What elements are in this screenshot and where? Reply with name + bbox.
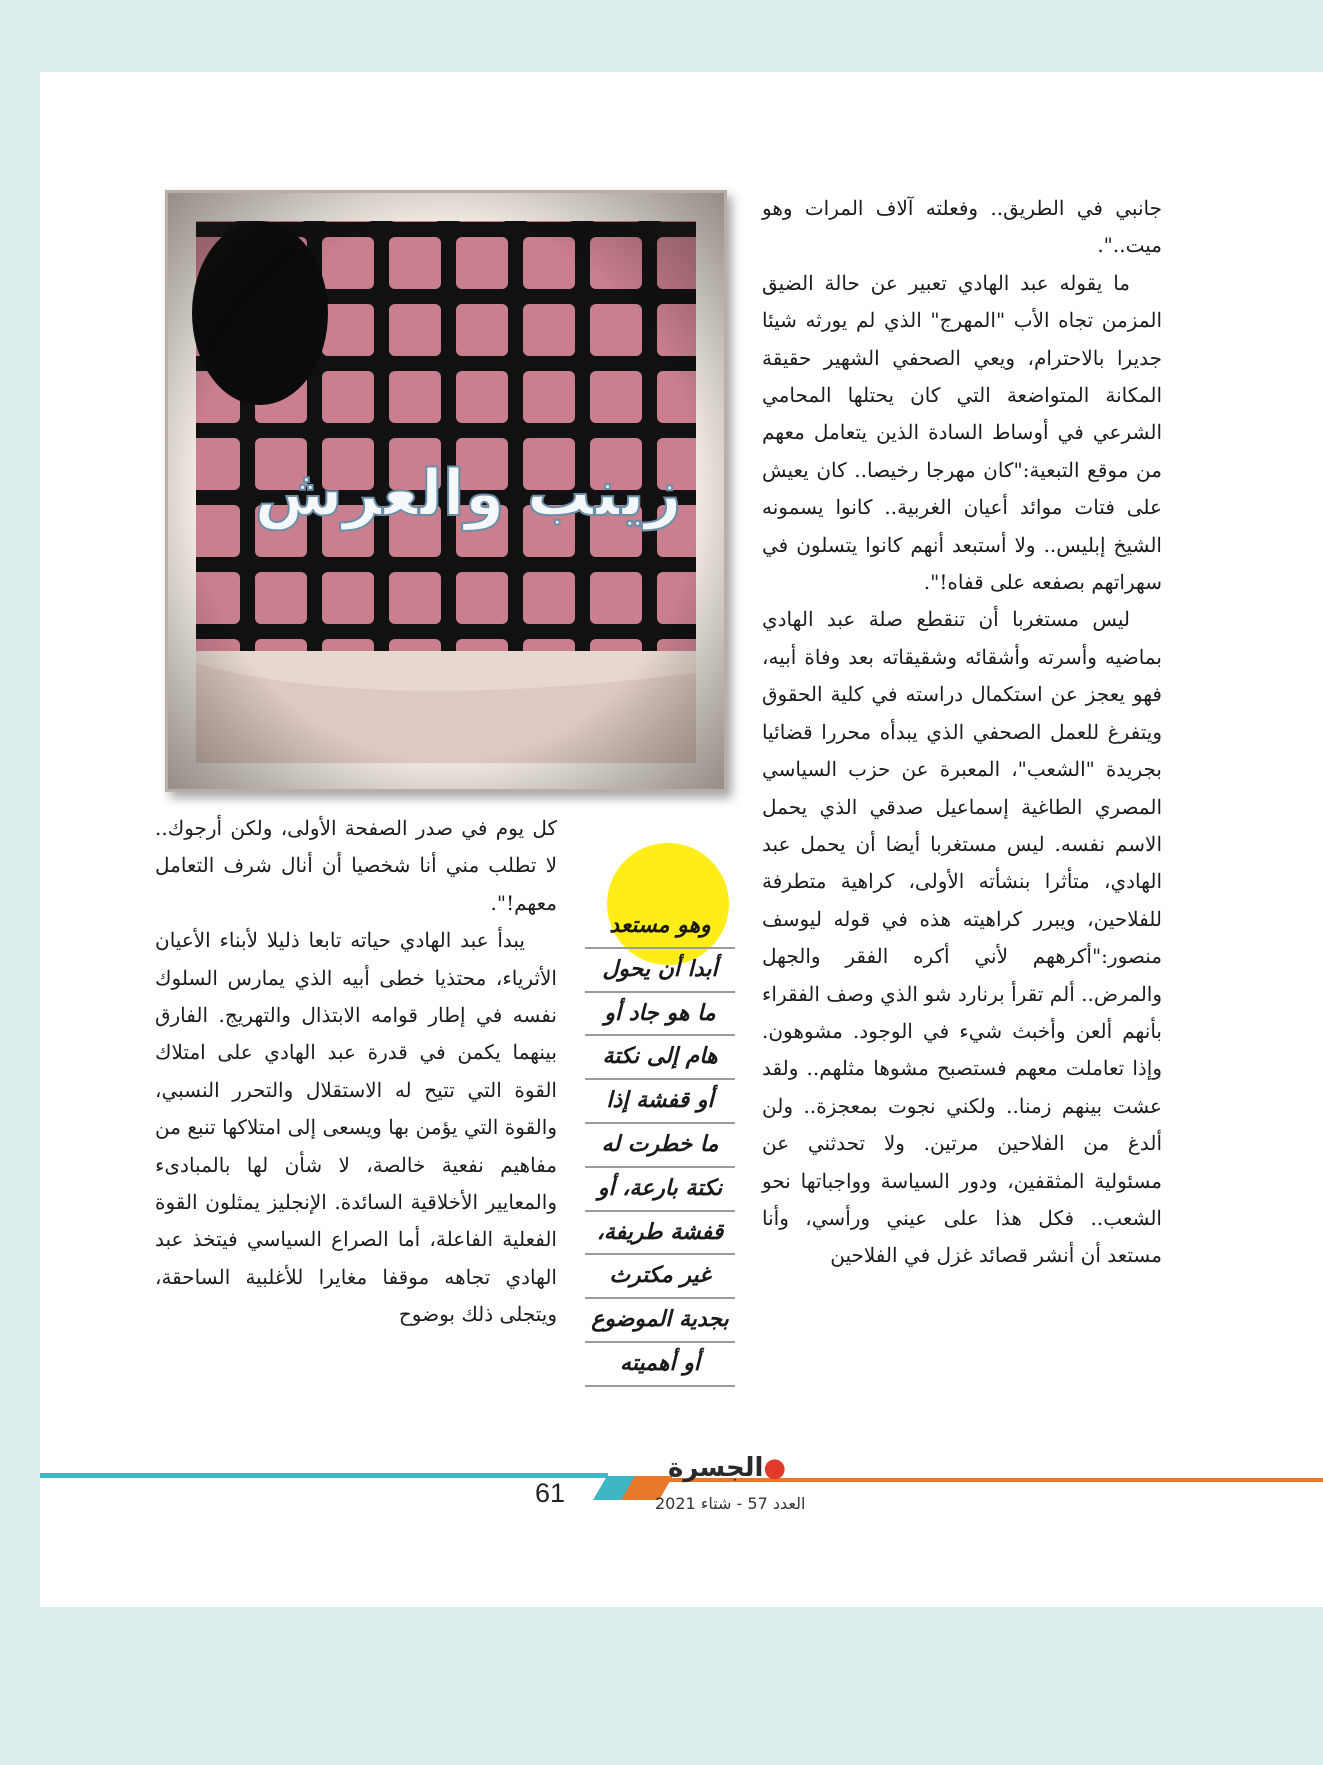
logo-dot-icon: ●	[763, 1453, 787, 1483]
quote-line: قفشة طريفة،	[585, 1212, 735, 1256]
quote-line: هام إلى نكتة	[585, 1036, 735, 1080]
quote-line: أو أهميته	[585, 1343, 735, 1387]
quote-line: نكتة بارعة، أو	[585, 1168, 735, 1212]
issue-info: العدد 57 - شتاء 2021	[655, 1494, 806, 1513]
quote-line: بجدية الموضوع	[585, 1299, 735, 1343]
film-still-image	[168, 193, 724, 789]
right-paragraph-3: ليس مستغربا أن تنقطع صلة عبد الهادي بماضيه وأسرته وأشقائه وشقيقاته بعد وفاة أبيه، فهو يعجز عن استكمال دراسته في كلية الحقوق ويتفرغ للعمل الصحفي الذي يبدأه محررا قضائيا بجريدة "الشعب"، المعبرة عن حزب السياسي المصري الطاغية إسماعيل صدقي الذي يحمل الاسم نفسه. ليس مستغربا أيضا أن يحمل عبد الهادي، متأثرا بنشأته الأولى، كراهية متطرفة للفلاحين، ويبرر كراهيته هذه في قوله ليوسف منصور:"أكرههم لأني أكره الفقر والجهل والمرض.. ألم تقرأ برنارد شو الذي وصف الفقراء بأنهم ألعن وأخبث شيء في الوجود. مشوهون. وإذا تعاملت معهم فستصبح مشوها مثلهم.. ولقد عشت بينهم زمنا.. ولكني نجوت بمعجزة.. ولن ألدغ من الفلاحين مرتين. ولا تحدثني عن مسئولية المثقفين، ودور السياسة وواجباتها نحو الشعب.. فكل هذا على عيني ورأسي، وأنا مستعد أن أنشر قصائد غزل في الفلاحين	[762, 607, 1162, 1268]
quote-line: ما خطرت له	[585, 1124, 735, 1168]
right-text-column	[762, 190, 1162, 1275]
magazine-name: الجسرة	[668, 1453, 764, 1483]
left-text-column	[155, 810, 557, 1334]
film-still-photo	[165, 190, 727, 792]
footer-teal-rule	[40, 1473, 608, 1478]
right-paragraph-2: ما يقوله عبد الهادي تعبير عن حالة الضيق المزمن تجاه الأب "المهرج" الذي لم يورثه شيئا جديرا بالاحترام، ويعي الصحفي الشهير حقيقة المكانة المتواضعة التي كان يحتلها المحامي الشرعي في أوساط السادة الذين يتعامل معهم من موقع التبعية:"كان مهرجا رخيصا.. كان يعيش على فتات موائد أعيان الغربية.. كانوا يسمونه الشيخ إبليس.. ولا أستبعد أنهم كانوا يتسلون في سهراتهم بصفعه على قفاه!".	[762, 270, 1162, 595]
left-paragraph-1: كل يوم في صدر الصفحة الأولى، ولكن أرجوك.. لا تطلب مني أنا شخصيا أن أنال شرف التعامل معهم!".	[155, 816, 557, 915]
page-number: 61	[535, 1478, 566, 1508]
magazine-logo	[668, 1453, 786, 1483]
quote-line: ما هو جاد أو	[585, 993, 735, 1037]
right-paragraph-1: جانبي في الطريق.. وفعلته آلاف المرات وهو ميت..".	[762, 196, 1162, 258]
quote-line: أبدا أن يحول	[585, 949, 735, 993]
photo-caption: زينب والعرش	[254, 457, 682, 531]
quote-line: أو قفشة إذا	[585, 1080, 735, 1124]
left-paragraph-2: يبدأ عبد الهادي حياته تابعا ذليلا لأبناء الأعيان الأثرياء، محتذيا خطى أبيه الذي يمارس السلوك نفسه في إطار قوامه الابتذال والتهريج. الفارق بينهما يكمن في قدرة عبد الهادي على امتلاك القوة التي تتيح له الاستقلال والتحرر النسبي، والقوة التي يؤمن بها ويسعى إلى امتلاكها تنبع من مفاهيم نفعية خالصة، لا شأن لها بالمبادىء والمعايير الأخلاقية السائدة. الإنجليز يمثلون القوة الفعلية الفاعلة، أما الصراع السياسي فيتخذ عبد الهادي تجاهه موقفا مغايرا للأغلبية الساحقة، ويتجلى ذلك بوضوح	[155, 928, 557, 1327]
quote-line: وهو مستعد	[585, 905, 735, 949]
quote-line: غير مكترث	[585, 1255, 735, 1299]
pull-quote	[585, 905, 735, 1765]
